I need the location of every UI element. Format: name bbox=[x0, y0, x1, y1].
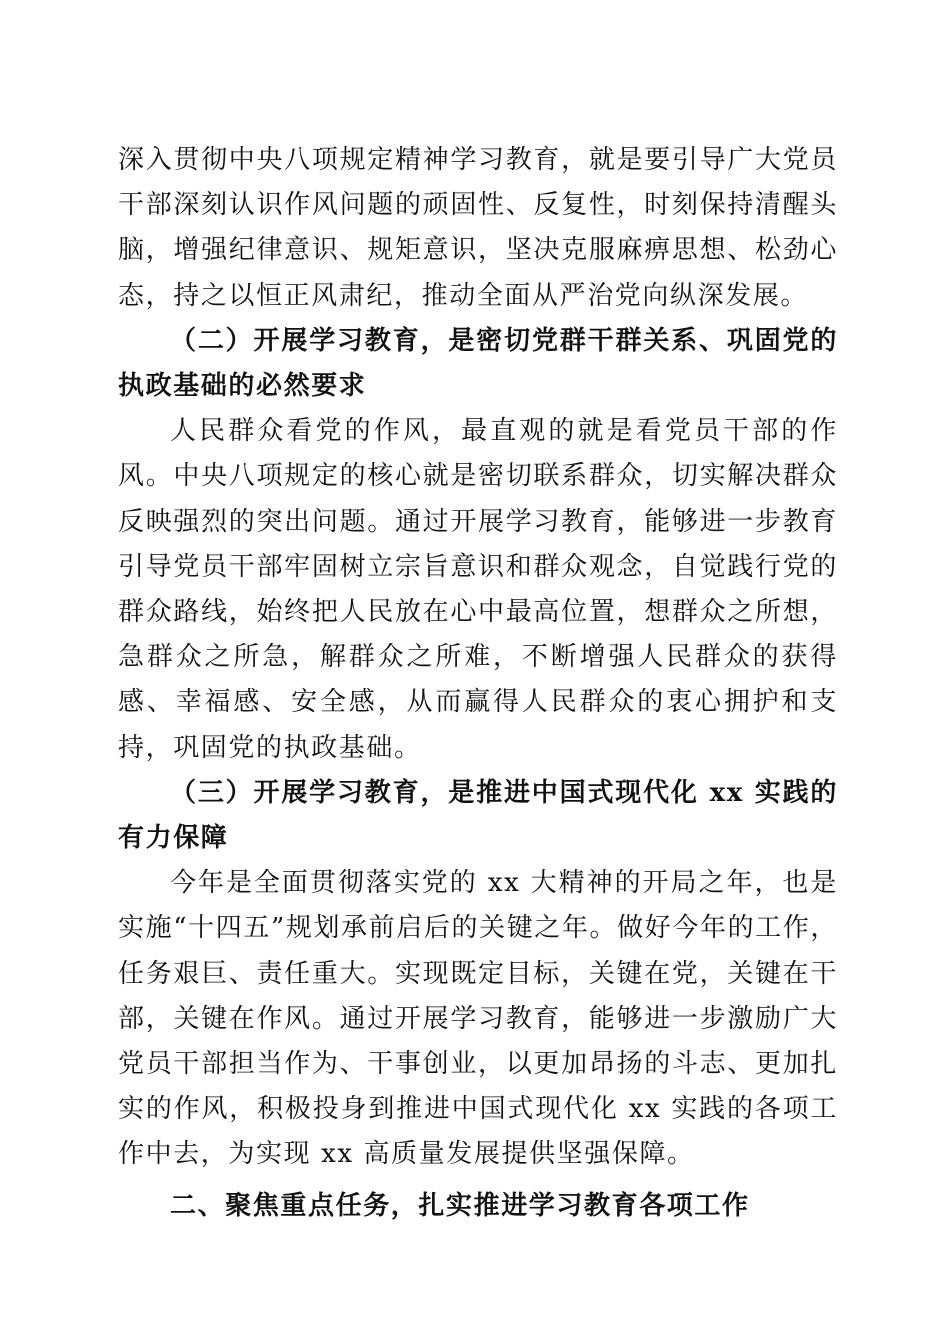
section-subheading: （二）开展学习教育，是密切党群干群关系、巩固党的执政基础的必然要求 bbox=[118, 325, 838, 402]
document-body bbox=[118, 138, 838, 1229]
section-heading: 二、聚焦重点任务，扎实推进学习教育各项工作 bbox=[170, 1190, 750, 1221]
body-paragraph: 人民群众看党的作风，最直观的就是看党员干部的作风。中央八项规定的核心就是密切联系群众，切实解决群众反映强烈的突出问题。通过开展学习教育，能够进一步教育引导党员干部牢固树立宗旨意识和群众观念，自觉践行党的群众路线，始终把人民放在心中最高位置，想群众之所想，急群众之所急，解群众之所难，不断增强人民群众的获得感、幸福感、安全感，从而赢得人民群众的衷心拥护和支持，巩固党的执政基础。 bbox=[118, 416, 838, 763]
section-subheading: （三）开展学习教育，是推进中国式现代化 xx 实践的有力保障 bbox=[118, 777, 838, 854]
body-paragraph: 深入贯彻中央八项规定精神学习教育，就是要引导广大党员干部深刻认识作风问题的顽固性、反复性，时刻保持清醒头脑，增强纪律意识、规矩意识，坚决克服麻痹思想、松劲心态，持之以恒正风肃纪，推动全面从严治党向纵深发展。 bbox=[118, 145, 838, 311]
body-paragraph: 今年是全面贯彻落实党的 xx 大精神的开局之年，也是实施“十四五”规划承前启后的关键之年。做好今年的工作，任务艰巨、责任重大。实现既定目标，关键在党，关键在干部，关键在作风。通过开展学习教育，能够进一步激励广大党员干部担当作为、干事创业，以更加昂扬的斗志、更加扎实的作风，积极投身到推进中国式现代化 xx 实践的各项工作中去，为实现 xx 高质量发展提供坚强保障。 bbox=[118, 868, 838, 1170]
